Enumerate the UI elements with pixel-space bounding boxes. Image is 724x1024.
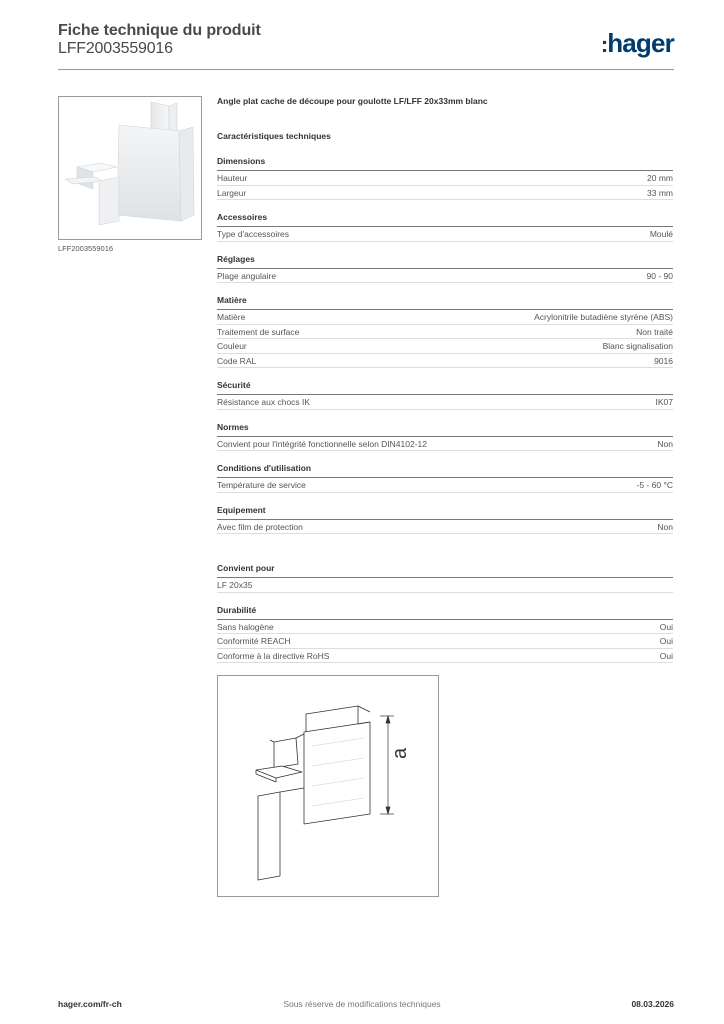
spec-value: Oui [659,650,673,661]
drawing-illustration [218,676,438,896]
spec-value: Oui [659,621,673,632]
spec-row [217,269,673,284]
spec-row [217,339,673,354]
spec-label: Sans halogène [217,621,274,632]
spec-label: Matière [217,312,246,322]
spec-value: Moulé [649,229,673,239]
spec-label: Largeur [217,187,247,198]
spec-row [217,227,673,242]
product-name: Angle plat cache de découpe pour goulotte LF/LFF 20x33mm blanc [217,96,488,106]
spec-group-title: Accessoires [217,212,673,227]
spec-value: 33 mm [647,187,673,198]
technical-drawing [217,675,439,897]
footer-notice: Sous réserve de modifications techniques [283,999,441,1009]
spec-row [217,634,673,649]
document-title: Fiche technique du produit [58,22,261,39]
spec-group-title: Convient pour [217,563,673,578]
spec-value: 90 - 90 [646,270,673,281]
spec-row [217,325,673,340]
spec-label: Code RAL [217,355,257,366]
spec-value: 20 mm [647,173,673,183]
spec-row [217,310,673,325]
spec-groups [217,156,673,663]
spec-value: Non [657,521,673,532]
spec-group-title: Réglages [217,254,673,269]
specifications-panel [217,96,673,694]
spec-group-title: Durabilité [217,605,673,620]
spec-value: Blanc signalisation [602,341,673,351]
spec-label: Avec film de protection [217,521,303,532]
spec-group-title: Matière [217,295,673,310]
spec-value: -5 - 60 °C [636,480,673,490]
spec-group-title: Sécurité [217,380,673,395]
product-code: LFF2003559016 [58,40,173,57]
spec-label: Résistance aux chocs IK [217,397,311,407]
logo-text: hager [607,28,674,58]
spec-value: Non traité [636,326,673,337]
spec-label: Convient pour l'intégrité fonctionnelle selon DIN4102-12 [217,438,428,449]
image-caption: LFF2003559016 [58,244,114,253]
footer-date: 08.03.2026 [631,999,674,1009]
spec-label: Hauteur [217,173,248,183]
spec-label: Conforme à la directive RoHS [217,650,330,661]
spec-label: Traitement de surface [217,326,300,337]
spec-label: LF 20x35 [217,580,253,590]
footer-website[interactable]: hager.com/fr-ch [58,999,122,1009]
dimension-label-a: a [389,747,411,759]
spec-label: Couleur [217,341,247,351]
spec-row [217,649,673,664]
spec-row [217,478,673,493]
spec-label: Conformité REACH [217,636,291,646]
product-photo-illustration [59,97,201,239]
header-divider [58,69,674,70]
spec-label: Type d'accessoires [217,229,290,239]
spec-row [217,437,673,452]
spec-value: Acrylonitrile butadiène styrène (ABS) [534,312,673,322]
spec-row [217,620,673,635]
hager-logo: :hager [600,28,674,58]
spec-row [217,186,673,201]
spec-label: Température de service [217,480,306,490]
spec-group-title: Conditions d'utilisation [217,463,673,478]
spec-row [217,354,673,369]
specs-heading: Caractéristiques techniques [217,131,331,141]
spec-group-title: Dimensions [217,156,673,171]
spec-value: Non [657,438,673,449]
spec-label: Plage angulaire [217,270,277,281]
spec-group-title: Equipement [217,505,673,520]
spec-value: 9016 [654,355,673,366]
spec-value: IK07 [655,397,673,407]
spec-value: Oui [659,636,673,646]
spec-row [217,520,673,535]
product-image [58,96,202,240]
spec-row [217,171,673,186]
spec-row [217,395,673,410]
spec-group-title: Normes [217,422,673,437]
spec-row [217,578,673,593]
